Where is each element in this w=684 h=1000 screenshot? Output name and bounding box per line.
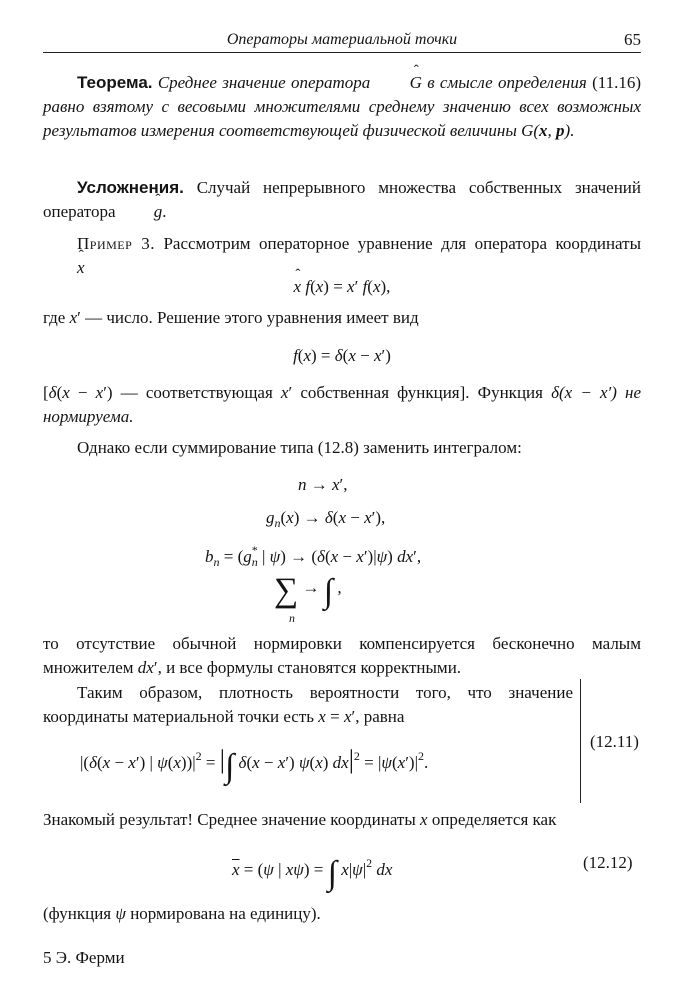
known-result-line: Знакомый результат! Среднее значение координаты x определяется как [43,810,557,829]
density-paragraph: Таким образом, плотность вероятности того, что значение координаты материальной точки есть x = x′, равна [43,683,573,726]
equation-number-12-12: (12.12) [583,853,633,872]
equation-density: |(δ(x − x′) | $\psi(x))|^2$ = |∫ δ(x − x′) ψ(x) $dx|^2 = |\psi(x')|^2$. [80,745,429,785]
function-normalized-line: (функция ψ нормирована на единицу). [43,904,321,923]
theorem-label: Теорема. [77,73,153,92]
substitution-g: $g_n(x) \to \delta(x - x')$, [266,508,386,530]
header-rule [43,52,641,53]
substitution-n: n → x′, [298,475,348,494]
signature-footer: 5 Э. Ферми [43,948,125,967]
operator-g-hat: ˆ G [376,71,422,95]
operator-small-g-hat: ˆ g [120,200,163,224]
normalization-paragraph: то отсутствие обычной нормировки компенсируется бесконечно малым множителем dx′, и все формулы становятся корректными. [43,634,641,677]
equation-mean: $\overline{x} = (\psi$ | xψ) = ∫ $x|\psi|^2$ dx [232,855,393,892]
substitution-b: $b_n = (g^*_n$ | ψ) → (δ(x − x′)|ψ) dx′, [205,543,422,569]
theorem-function: G(x, p). [521,121,575,140]
where-line: где x′ — число. Решение этого уравнения имеет вид [43,308,419,327]
operator-x-hat: ˆ x [43,256,85,280]
running-header-title: Операторы материальной точки [226,31,458,48]
equation-solution: f(x) = δ(x − x′) [293,346,391,365]
page-number: 65 [624,30,641,49]
delta-paragraph: [δ(x − x′) — соответствующая x′ собственная функция]. Функция δ(x − x′) не нормируема. [43,383,641,426]
however-line: Однако если суммирование типа (12.8) заменить интегралом: [77,438,522,457]
equation-bracket-line [580,679,581,803]
complications-paragraph: Усложнения. Случай непрерывного множества собственных значений оператора ˆ g. [43,176,641,224]
equation-operator: ˆ x f(x) = x′ f(x), [0,275,684,299]
definition-ref: (11.16) [592,73,642,92]
complications-label: Усложнения. [77,178,184,197]
example-label: Пример 3. [77,234,155,253]
substitution-sum: ∑ → ∫ , [274,572,342,610]
sum-index: n [289,611,295,625]
theorem-paragraph: Теорема. Среднее значение оператора ˆ G в смысле определения (11.16) равно взятому с весовыми множителями среднему значению всех возможных результатов измерения соответствующей физической величины G(x, p). [43,71,641,143]
equation-number-12-11: (12.11) [590,732,639,751]
example-paragraph: Пример 3. Рассмотрим операторное уравнение для оператора координаты ˆ x [43,232,641,280]
